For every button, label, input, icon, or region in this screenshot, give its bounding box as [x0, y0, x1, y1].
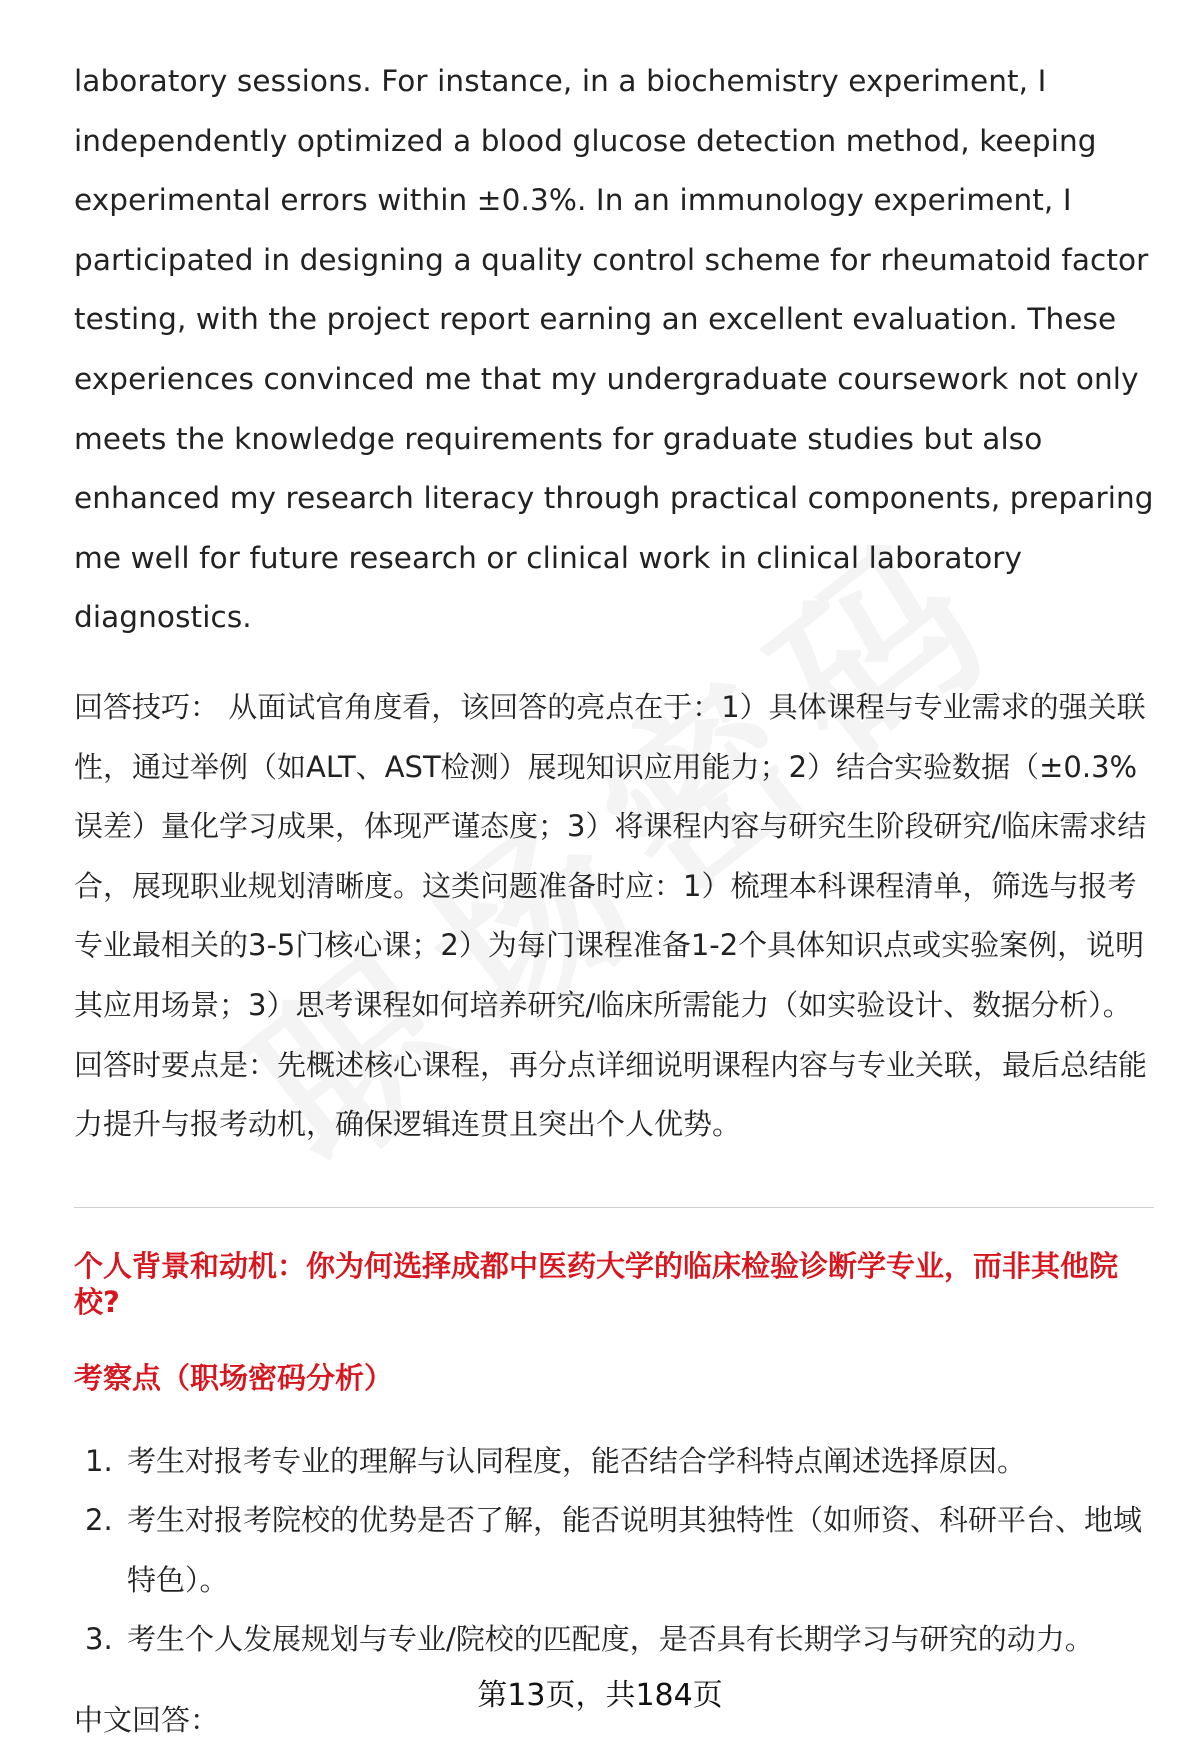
answer-tips-paragraph: 回答技巧： 从面试官角度看，该回答的亮点在于：1）具体课程与专业需求的强关联性，通过举例（如ALT、AST检测）展现知识应用能力；2）结合实验数据（±0.3%误差）量化学习成果，体现严谨态度；3）将课程内容与研究生阶段研究/临床需求结合，展现职业规划清晰度。这类问题准备时应：1）梳理本科课程清单，筛选与报考专业最相关的3-5门核心课；2）为每门课程准备1-2个具体知识点或实验案例，说明其应用场景；3）思考课程如何培养研究/临床所需能力（如实验设计、数据分析）。回答时要点是：先概述核心课程，再分点详细说明课程内容与专业关联，最后总结能力提升与报考动机，确保逻辑连贯且突出个人优势。 — [74, 689, 1148, 1142]
list-item-text: 考生对报考专业的理解与认同程度，能否结合学科特点阐述选择原因。 — [127, 1443, 1027, 1478]
page-indicator: 第13页，共184页 — [477, 1678, 723, 1713]
list-item — [74, 1491, 1154, 1610]
list-item-number: 1. — [85, 1443, 113, 1478]
list-item-number: 3. — [85, 1622, 113, 1657]
section-divider — [74, 1207, 1154, 1208]
chinese-answer-label: 中文回答： — [74, 1703, 220, 1738]
list-item-number: 2. — [85, 1503, 113, 1538]
list-item — [74, 1610, 1154, 1670]
list-item-text: 考生个人发展规划与专业/院校的匹配度，是否具有长期学习与研究的动力。 — [127, 1622, 1094, 1657]
assessment-points-heading: 考察点（职场密码分析） — [74, 1360, 394, 1395]
list-item-text: 考生对报考院校的优势是否了解，能否说明其独特性（如师资、科研平台、地域特色）。 — [127, 1503, 1143, 1597]
english-answer-paragraph: laboratory sessions. For instance, in a biochemistry experiment, I independently optimized a blood glucose detection method, keeping experimental errors within ±0.3%. In an immunology experiment, I participated in designing a quality control scheme for rheumatoid factor testing, with the project report earning an excellent evaluation. These experiences convinced me that my undergraduate coursework not only meets the knowledge requirements for graduate studies but also enhanced my research literacy through practical components, preparing me well for future research or clinical work in clinical laboratory diagnostics. — [74, 64, 1154, 635]
list-item — [74, 1432, 1154, 1492]
question-heading: 个人背景和动机：你为何选择成都中医药大学的临床检验诊断学专业，而非其他院校? — [74, 1248, 1119, 1319]
assessment-points-list — [74, 1432, 1154, 1670]
document-page — [74, 52, 1154, 1740]
